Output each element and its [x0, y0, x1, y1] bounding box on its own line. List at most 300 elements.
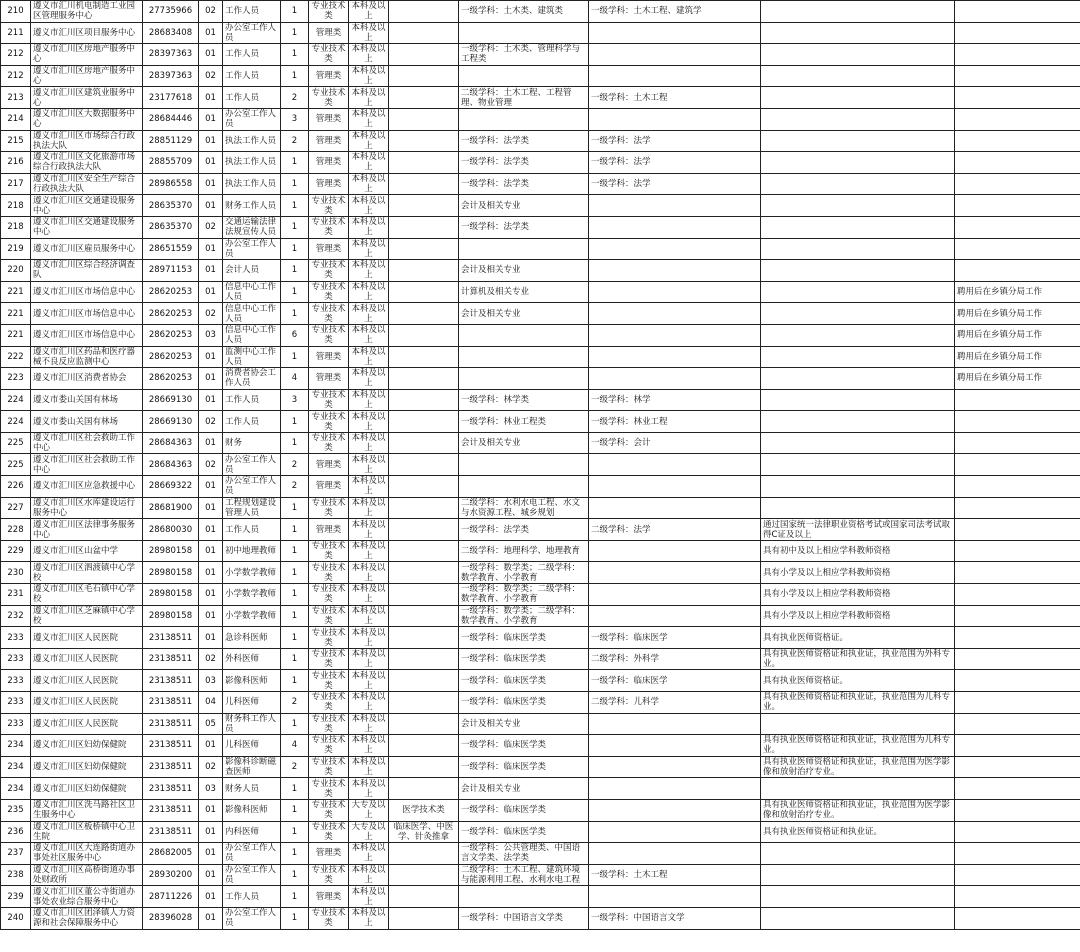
table-cell: 28683408 [143, 22, 199, 44]
table-row [1, 519, 1080, 541]
table-cell: 遵义市汇川区水库建设运行服务中心 [31, 497, 143, 519]
table-cell [589, 22, 761, 44]
table-cell [761, 886, 955, 908]
table-cell: 会计及相关专业 [459, 195, 589, 217]
table-cell: 一级学科：数学类；二级学科：数学教育、小学教育 [459, 562, 589, 584]
table-cell: 01 [199, 87, 223, 109]
table-cell: 本科及以上 [349, 432, 389, 454]
table-cell: 专业技术类 [309, 281, 349, 303]
table-cell: 一级学科：会计 [589, 432, 761, 454]
table-cell [761, 907, 955, 929]
table-row [1, 454, 1080, 476]
table-cell: 01 [199, 173, 223, 195]
table-row [1, 562, 1080, 584]
table-cell: 本科及以上 [349, 519, 389, 541]
table-cell: 本科及以上 [349, 108, 389, 130]
table-cell: 2 [281, 130, 309, 152]
table-cell: 01 [199, 260, 223, 282]
table-cell: 遵义市汇川区板桥镇中心卫生院 [31, 821, 143, 843]
table-cell [761, 324, 955, 346]
table-cell: 28620253 [143, 346, 199, 368]
table-cell: 03 [199, 778, 223, 800]
table-cell [761, 238, 955, 260]
table-cell [761, 411, 955, 433]
table-cell: 大专及以上 [349, 821, 389, 843]
table-cell: 遵义市汇川区泗渡镇中心学校 [31, 562, 143, 584]
table-cell: 01 [199, 799, 223, 821]
table-cell [589, 562, 761, 584]
table-cell: 228 [1, 519, 31, 541]
table-cell: 28680030 [143, 519, 199, 541]
table-cell: 工作人员 [223, 886, 281, 908]
table-cell: 01 [199, 864, 223, 886]
table-cell: 01 [199, 519, 223, 541]
table-cell [955, 843, 1080, 865]
table-cell [955, 886, 1080, 908]
table-cell: 二级学科：地理科学、地理教育 [459, 540, 589, 562]
table-cell: 本科及以上 [349, 778, 389, 800]
table-cell [389, 778, 459, 800]
table-cell [761, 65, 955, 87]
table-cell: 本科及以上 [349, 324, 389, 346]
table-cell [761, 303, 955, 325]
table-cell [389, 368, 459, 390]
table-cell: 遵义市汇川机电制造工业园区管理服务中心 [31, 1, 143, 23]
table-cell [761, 864, 955, 886]
table-cell: 01 [199, 540, 223, 562]
table-cell: 本科及以上 [349, 735, 389, 757]
table-cell: 一级学科：临床医学类 [459, 670, 589, 692]
table-cell: 2 [281, 87, 309, 109]
table-cell: 28669130 [143, 389, 199, 411]
table-cell: 一级学科：土木工程 [589, 864, 761, 886]
table-cell [589, 65, 761, 87]
table-cell: 一级学科：临床医学 [589, 670, 761, 692]
table-cell: 儿科医师 [223, 735, 281, 757]
table-cell [389, 627, 459, 649]
table-cell: 235 [1, 799, 31, 821]
table-row [1, 864, 1080, 886]
table-cell [955, 173, 1080, 195]
table-cell: 225 [1, 454, 31, 476]
table-row [1, 476, 1080, 498]
table-cell: 一级学科：中国语言文学 [589, 907, 761, 929]
table-row [1, 87, 1080, 109]
table-cell: 28681900 [143, 497, 199, 519]
table-cell: 专业技术类 [309, 627, 349, 649]
table-cell [955, 627, 1080, 649]
table-cell [459, 324, 589, 346]
table-cell: 229 [1, 540, 31, 562]
table-cell: 221 [1, 324, 31, 346]
table-row [1, 173, 1080, 195]
table-cell: 遵义市汇川区应急救援中心 [31, 476, 143, 498]
table-cell: 1 [281, 411, 309, 433]
table-cell: 1 [281, 864, 309, 886]
table-cell: 01 [199, 605, 223, 627]
table-cell: 具有执业医师资格证。 [761, 670, 955, 692]
table-cell: 23138511 [143, 670, 199, 692]
table-cell: 遵义市娄山关国有林场 [31, 411, 143, 433]
table-cell: 本科及以上 [349, 44, 389, 66]
table-cell [389, 713, 459, 735]
table-cell [761, 389, 955, 411]
table-cell [955, 519, 1080, 541]
table-cell: 财务工作人员 [223, 195, 281, 217]
table-cell: 1 [281, 152, 309, 174]
table-cell: 办公室工作人员 [223, 454, 281, 476]
table-cell: 1 [281, 173, 309, 195]
table-cell: 1 [281, 562, 309, 584]
table-cell: 临床医学、中医学、针灸推拿 [389, 821, 459, 843]
table-row [1, 389, 1080, 411]
table-row [1, 540, 1080, 562]
table-cell: 办公室工作人员 [223, 864, 281, 886]
table-cell: 2 [281, 756, 309, 778]
table-cell [389, 519, 459, 541]
table-row [1, 65, 1080, 87]
table-cell: 1 [281, 44, 309, 66]
table-cell [389, 886, 459, 908]
table-cell: 会计人员 [223, 260, 281, 282]
table-cell: 二级学科：土木工程、建筑环境与能源利用工程、水利水电工程 [459, 864, 589, 886]
table-cell: 一级学科：临床医学类 [459, 627, 589, 649]
table-cell: 213 [1, 87, 31, 109]
table-cell: 遵义市汇川区社会救助工作中心 [31, 454, 143, 476]
table-cell [589, 346, 761, 368]
table-cell: 28620253 [143, 303, 199, 325]
table-cell: 01 [199, 108, 223, 130]
table-cell [955, 238, 1080, 260]
table-row [1, 152, 1080, 174]
table-cell: 遵义市汇川区法律事务服务中心 [31, 519, 143, 541]
table-cell: 02 [199, 411, 223, 433]
table-row [1, 108, 1080, 130]
table-cell: 办公室工作人员 [223, 843, 281, 865]
table-cell: 04 [199, 692, 223, 714]
table-cell: 影像科诊断磁查医师 [223, 756, 281, 778]
table-cell: 28669322 [143, 476, 199, 498]
table-cell: 本科及以上 [349, 907, 389, 929]
table-cell: 03 [199, 324, 223, 346]
table-cell: 01 [199, 389, 223, 411]
table-cell: 遵义市汇川区高桥街道办事处财政所 [31, 864, 143, 886]
table-cell: 本科及以上 [349, 476, 389, 498]
table-cell: 专业技术类 [309, 389, 349, 411]
table-cell [389, 22, 459, 44]
table-cell [589, 756, 761, 778]
table-cell: 遵义市汇川区大数据服务中心 [31, 108, 143, 130]
table-cell [761, 713, 955, 735]
table-cell [389, 87, 459, 109]
table-cell [955, 152, 1080, 174]
table-cell: 一级学科：林业工程 [589, 411, 761, 433]
table-cell: 219 [1, 238, 31, 260]
table-cell [955, 1, 1080, 23]
table-row [1, 216, 1080, 238]
table-cell: 二级学科：法学 [589, 519, 761, 541]
table-cell: 28682005 [143, 843, 199, 865]
table-cell: 专业技术类 [309, 692, 349, 714]
table-cell: 影像科医师 [223, 670, 281, 692]
table-cell: 230 [1, 562, 31, 584]
table-cell: 遵义市汇川区人民医院 [31, 670, 143, 692]
table-cell [955, 584, 1080, 606]
table-row [1, 324, 1080, 346]
table-cell: 聘用后在乡镇分局工作 [955, 368, 1080, 390]
table-cell: 本科及以上 [349, 195, 389, 217]
table-cell [389, 540, 459, 562]
table-cell: 233 [1, 648, 31, 670]
table-cell: 专业技术类 [309, 821, 349, 843]
table-cell: 本科及以上 [349, 562, 389, 584]
table-cell: 遵义市汇川区人民医院 [31, 627, 143, 649]
table-cell: 急诊科医师 [223, 627, 281, 649]
table-cell: 224 [1, 411, 31, 433]
table-cell [589, 886, 761, 908]
table-cell: 遵义市汇川区人民医院 [31, 692, 143, 714]
table-cell: 一级学科：临床医学类 [459, 799, 589, 821]
table-cell: 01 [199, 44, 223, 66]
table-cell: 一级学科：中国语言文学类 [459, 907, 589, 929]
table-cell: 具有执业医师资格证和执业证，执业范围为医学影像和放射治疗专业。 [761, 756, 955, 778]
table-cell [589, 108, 761, 130]
table-cell: 234 [1, 778, 31, 800]
table-cell: 一级学科：林学 [589, 389, 761, 411]
table-cell [955, 260, 1080, 282]
table-cell: 28684363 [143, 432, 199, 454]
table-cell [589, 799, 761, 821]
table-row [1, 130, 1080, 152]
table-cell: 28635370 [143, 195, 199, 217]
table-cell: 监测中心工作人员 [223, 346, 281, 368]
table-cell: 221 [1, 281, 31, 303]
table-cell: 01 [199, 886, 223, 908]
table-row [1, 584, 1080, 606]
table-cell: 1 [281, 627, 309, 649]
table-cell [761, 346, 955, 368]
table-cell: 222 [1, 346, 31, 368]
table-cell: 218 [1, 195, 31, 217]
table-cell: 管理类 [309, 130, 349, 152]
table-cell [389, 216, 459, 238]
table-cell: 02 [199, 303, 223, 325]
table-cell: 小学数学教师 [223, 584, 281, 606]
table-row [1, 346, 1080, 368]
table-cell: 工作人员 [223, 411, 281, 433]
table-cell: 专业技术类 [309, 432, 349, 454]
table-cell: 遵义市汇川区团泽镇人力资源和社会保障服务中心 [31, 907, 143, 929]
table-cell: 外科医师 [223, 648, 281, 670]
table-row [1, 1, 1080, 23]
table-cell: 专业技术类 [309, 670, 349, 692]
table-cell: 工作人员 [223, 65, 281, 87]
table-cell: 专业技术类 [309, 540, 349, 562]
table-cell [761, 476, 955, 498]
table-cell: 遵义市汇川区社会救助工作中心 [31, 432, 143, 454]
table-row [1, 756, 1080, 778]
table-cell [459, 108, 589, 130]
table-cell [761, 843, 955, 865]
table-cell: 28855709 [143, 152, 199, 174]
table-cell: 223 [1, 368, 31, 390]
table-cell: 4 [281, 368, 309, 390]
table-cell: 01 [199, 238, 223, 260]
table-cell: 具有小学及以上相应学科教师资格 [761, 605, 955, 627]
table-cell: 23138511 [143, 713, 199, 735]
table-cell [955, 130, 1080, 152]
table-cell: 遵义市汇川区市场信息中心 [31, 303, 143, 325]
table-cell: 专业技术类 [309, 260, 349, 282]
table-cell [955, 799, 1080, 821]
table-cell: 本科及以上 [349, 389, 389, 411]
table-cell: 28930200 [143, 864, 199, 886]
table-cell: 215 [1, 130, 31, 152]
table-cell: 28396028 [143, 907, 199, 929]
table-cell [955, 87, 1080, 109]
table-cell: 遵义市汇川区人民医院 [31, 648, 143, 670]
table-cell [389, 130, 459, 152]
table-row [1, 627, 1080, 649]
table-cell: 专业技术类 [309, 756, 349, 778]
table-cell [761, 281, 955, 303]
table-cell [955, 713, 1080, 735]
table-cell [589, 497, 761, 519]
table-cell [955, 44, 1080, 66]
table-cell: 专业技术类 [309, 778, 349, 800]
table-cell: 本科及以上 [349, 87, 389, 109]
table-cell: 财务科工作人员 [223, 713, 281, 735]
table-cell: 遵义市汇川区交通建设服务中心 [31, 216, 143, 238]
table-cell [589, 843, 761, 865]
table-cell: 224 [1, 389, 31, 411]
table-cell: 管理类 [309, 519, 349, 541]
table-cell: 遵义市汇川区市场信息中心 [31, 281, 143, 303]
table-cell [389, 843, 459, 865]
table-cell [955, 216, 1080, 238]
table-cell: 专业技术类 [309, 713, 349, 735]
table-cell: 遵义市汇川区药品和医疗器械不良反应监测中心 [31, 346, 143, 368]
table-row [1, 799, 1080, 821]
table-cell: 01 [199, 281, 223, 303]
table-cell: 具有执业医师资格证和执业证，执业范围为儿科专业。 [761, 735, 955, 757]
table-cell [389, 65, 459, 87]
table-cell: 本科及以上 [349, 756, 389, 778]
table-cell [761, 497, 955, 519]
table-cell: 一级学科：临床医学 [589, 627, 761, 649]
table-cell [589, 540, 761, 562]
table-cell: 信息中心工作人员 [223, 281, 281, 303]
table-cell: 本科及以上 [349, 238, 389, 260]
table-cell: 一级学科：临床医学类 [459, 756, 589, 778]
table-cell: 216 [1, 152, 31, 174]
table-cell [761, 44, 955, 66]
table-cell [589, 735, 761, 757]
table-cell: 一级学科：土木工程 [589, 87, 761, 109]
table-cell [389, 497, 459, 519]
table-cell: 本科及以上 [349, 648, 389, 670]
table-cell: 财务 [223, 432, 281, 454]
table-cell: 遵义市汇川区消费者协会 [31, 368, 143, 390]
table-cell: 3 [281, 108, 309, 130]
table-cell: 23177618 [143, 87, 199, 109]
table-cell: 1 [281, 65, 309, 87]
table-cell: 一级学科：法学 [589, 152, 761, 174]
table-cell: 本科及以上 [349, 152, 389, 174]
table-cell: 管理类 [309, 65, 349, 87]
table-cell [589, 368, 761, 390]
table-cell [761, 195, 955, 217]
table-cell: 专业技术类 [309, 735, 349, 757]
table-cell [389, 432, 459, 454]
table-cell: 小学数学教师 [223, 605, 281, 627]
table-cell: 初中地理教师 [223, 540, 281, 562]
table-cell: 1 [281, 799, 309, 821]
table-cell [761, 1, 955, 23]
table-cell: 214 [1, 108, 31, 130]
table-cell: 28986558 [143, 173, 199, 195]
table-cell [589, 238, 761, 260]
table-cell [389, 670, 459, 692]
table-row [1, 821, 1080, 843]
table-cell: 内科医师 [223, 821, 281, 843]
table-cell [761, 216, 955, 238]
table-cell [389, 454, 459, 476]
table-cell: 一级学科：法学类 [459, 216, 589, 238]
table-cell: 28620253 [143, 324, 199, 346]
table-cell: 220 [1, 260, 31, 282]
table-cell [761, 432, 955, 454]
table-cell: 01 [199, 562, 223, 584]
table-cell [589, 216, 761, 238]
table-cell: 1 [281, 260, 309, 282]
table-cell [389, 389, 459, 411]
table-cell: 一级学科：临床医学类 [459, 821, 589, 843]
table-cell: 具有执业医师资格证和执业证。 [761, 821, 955, 843]
table-cell [589, 324, 761, 346]
table-cell: 1 [281, 238, 309, 260]
table-cell [389, 173, 459, 195]
table-row [1, 778, 1080, 800]
table-cell: 本科及以上 [349, 692, 389, 714]
table-cell: 4 [281, 735, 309, 757]
table-cell: 工作人员 [223, 1, 281, 23]
table-cell [389, 260, 459, 282]
table-cell [955, 389, 1080, 411]
table-cell: 225 [1, 432, 31, 454]
table-row [1, 432, 1080, 454]
table-cell: 1 [281, 821, 309, 843]
table-cell [459, 368, 589, 390]
table-cell: 239 [1, 886, 31, 908]
table-cell [761, 173, 955, 195]
table-cell: 执法工作人员 [223, 173, 281, 195]
table-cell: 管理类 [309, 152, 349, 174]
table-cell: 23138511 [143, 692, 199, 714]
table-cell: 28711226 [143, 886, 199, 908]
table-cell: 遵义市汇川区妇幼保健院 [31, 735, 143, 757]
table-cell: 专业技术类 [309, 497, 349, 519]
table-cell: 专业技术类 [309, 864, 349, 886]
table-cell: 1 [281, 670, 309, 692]
table-cell [955, 821, 1080, 843]
table-cell: 28397363 [143, 65, 199, 87]
table-cell: 01 [199, 735, 223, 757]
table-cell: 23138511 [143, 778, 199, 800]
table-cell: 2 [281, 692, 309, 714]
table-cell: 工程规划建设管理人员 [223, 497, 281, 519]
table-cell: 28980158 [143, 584, 199, 606]
